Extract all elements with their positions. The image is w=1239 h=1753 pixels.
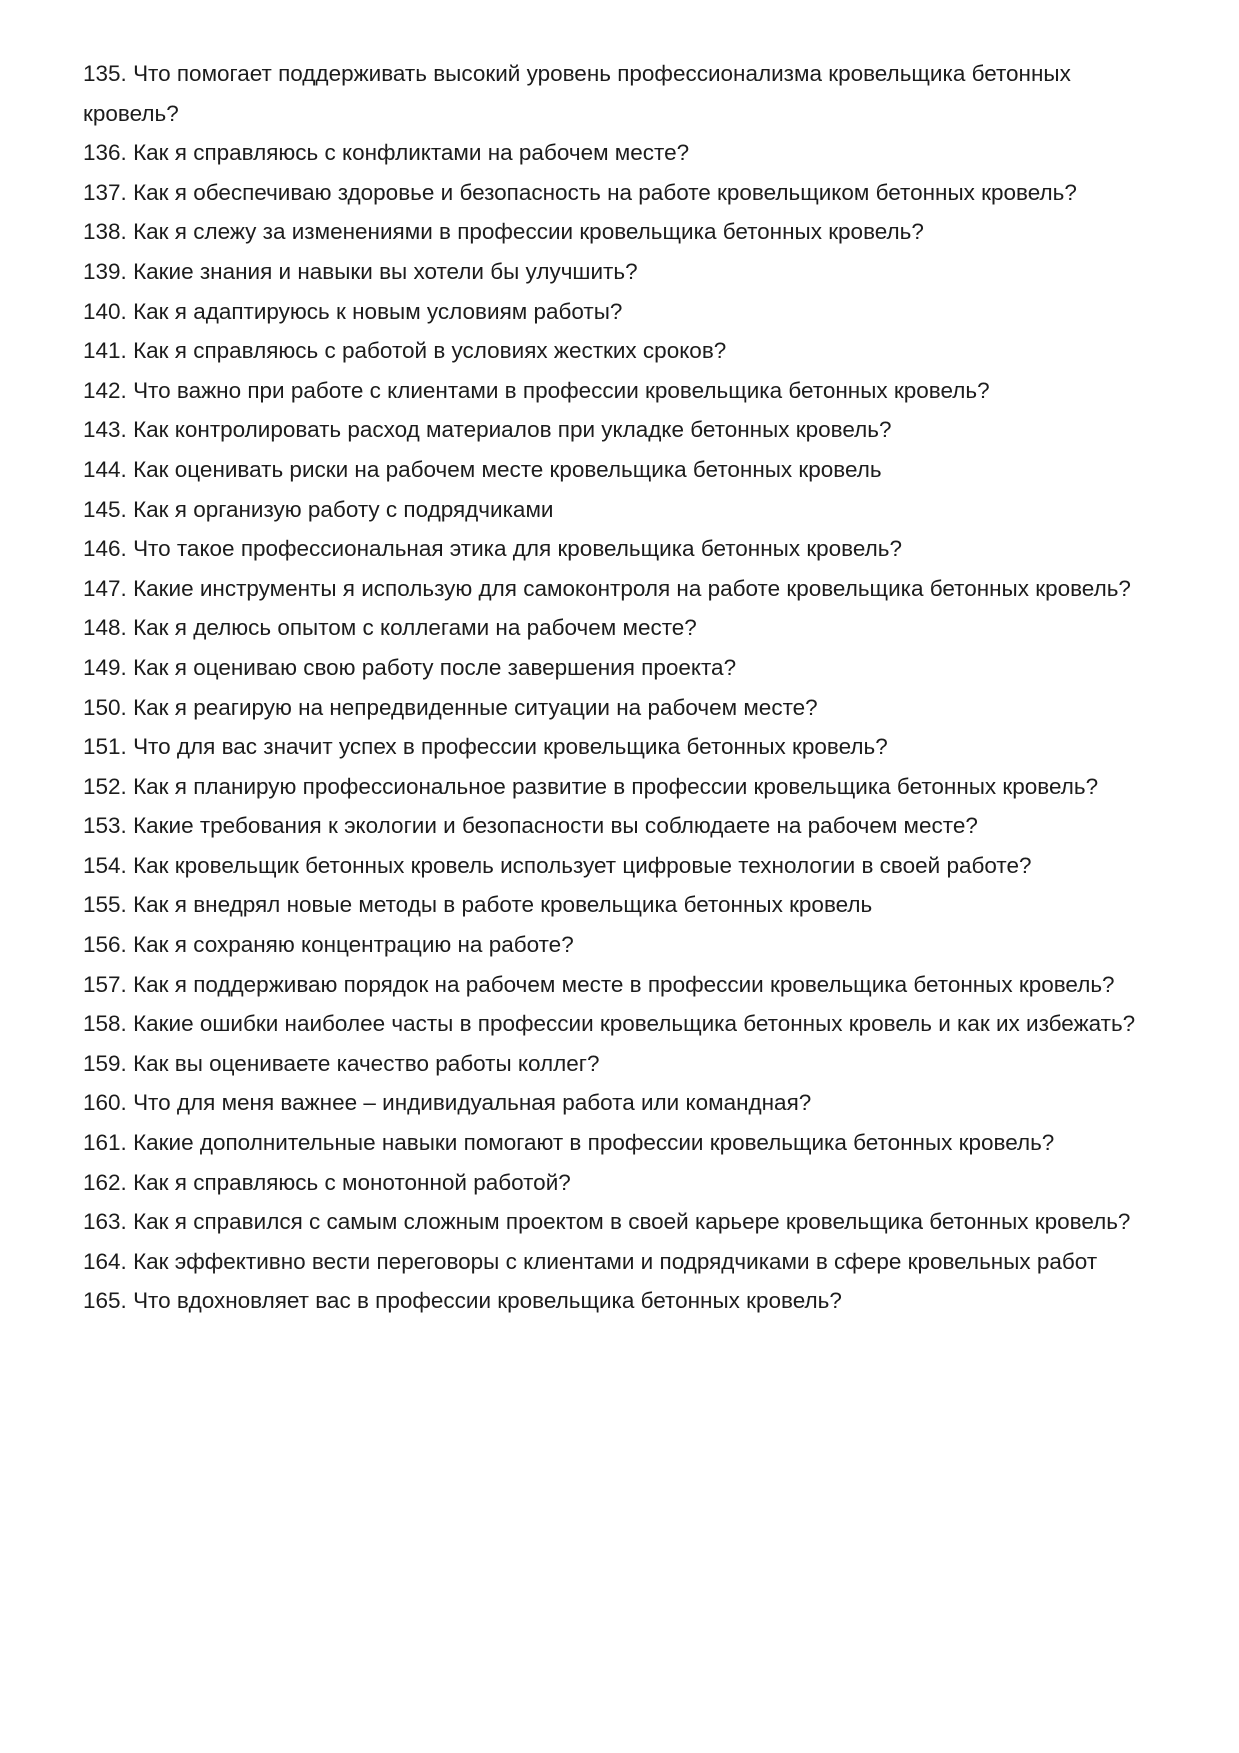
- item-number: 157.: [83, 971, 127, 997]
- list-item: [83, 1044, 1143, 1084]
- item-number: 152.: [83, 773, 127, 799]
- list-item: [83, 965, 1143, 1005]
- item-text: Как эффективно вести переговоры с клиентами и подрядчиками в сфере кровельных работ: [133, 1248, 1098, 1274]
- item-text: Как я организую работу с подрядчиками: [133, 496, 554, 522]
- list-item: [83, 54, 1143, 133]
- list-item: [83, 252, 1143, 292]
- list-item: [83, 1281, 1143, 1321]
- item-text: Как я адаптируюсь к новым условиям работы?: [133, 298, 623, 324]
- list-item: [83, 450, 1143, 490]
- item-number: 143.: [83, 417, 127, 443]
- item-text: Что вдохновляет вас в профессии кровельщика бетонных кровель?: [133, 1288, 842, 1314]
- item-number: 155.: [83, 892, 127, 918]
- item-text: Как я справился с самым сложным проектом в своей карьере кровельщика бетонных кровель?: [133, 1209, 1131, 1235]
- item-number: 138.: [83, 219, 127, 245]
- list-item: [83, 806, 1143, 846]
- item-text: Как я сохраняю концентрацию на работе?: [133, 932, 574, 958]
- list-item: [83, 885, 1143, 925]
- item-number: 156.: [83, 932, 127, 958]
- item-number: 141.: [83, 338, 127, 364]
- item-text: Как я справляюсь с конфликтами на рабочем месте?: [133, 140, 690, 166]
- item-number: 162.: [83, 1169, 127, 1195]
- item-text: Как я делюсь опытом с коллегами на рабочем месте?: [133, 615, 697, 641]
- list-item: [83, 925, 1143, 965]
- item-text: Как я оцениваю свою работу после завершения проекта?: [133, 654, 737, 680]
- item-text: Как контролировать расход материалов при укладке бетонных кровель?: [133, 417, 892, 443]
- item-text: Как я реагирую на непредвиденные ситуации на рабочем месте?: [133, 694, 818, 720]
- item-text: Как я планирую профессиональное развитие в профессии кровельщика бетонных кровель?: [133, 773, 1099, 799]
- item-number: 147.: [83, 575, 127, 601]
- list-item: [83, 133, 1143, 173]
- list-item: [83, 410, 1143, 450]
- item-number: 136.: [83, 140, 127, 166]
- list-item: [83, 1242, 1143, 1282]
- item-number: 142.: [83, 377, 127, 403]
- item-number: 151.: [83, 734, 127, 760]
- item-number: 154.: [83, 852, 127, 878]
- list-item: [83, 1083, 1143, 1123]
- item-number: 165.: [83, 1288, 127, 1314]
- item-text: Как оценивать риски на рабочем месте кровельщика бетонных кровель: [133, 456, 882, 482]
- list-item: [83, 212, 1143, 252]
- item-number: 137.: [83, 179, 127, 205]
- list-item: [83, 371, 1143, 411]
- item-number: 158.: [83, 1011, 127, 1037]
- item-text: Какие знания и навыки вы хотели бы улучшить?: [133, 258, 638, 284]
- item-text: Какие ошибки наиболее часты в профессии кровельщика бетонных кровель и как их избежать?: [133, 1011, 1136, 1037]
- list-item: [83, 331, 1143, 371]
- item-number: 145.: [83, 496, 127, 522]
- item-number: 163.: [83, 1209, 127, 1235]
- item-text: Что помогает поддерживать высокий уровень профессионализма кровельщика бетонных кровель?: [83, 61, 1071, 126]
- item-number: 150.: [83, 694, 127, 720]
- list-item: [83, 688, 1143, 728]
- item-text: Что для меня важнее – индивидуальная работа или командная?: [133, 1090, 812, 1116]
- item-text: Как я справляюсь с работой в условиях жестких сроков?: [133, 338, 727, 364]
- item-text: Как вы оцениваете качество работы коллег?: [133, 1050, 600, 1076]
- item-text: Как я поддерживаю порядок на рабочем месте в профессии кровельщика бетонных кровель?: [133, 971, 1115, 997]
- list-item: [83, 1004, 1143, 1044]
- list-item: [83, 846, 1143, 886]
- item-number: 164.: [83, 1248, 127, 1274]
- item-number: 149.: [83, 654, 127, 680]
- item-number: 146.: [83, 536, 127, 562]
- item-text: Что такое профессиональная этика для кровельщика бетонных кровель?: [133, 536, 903, 562]
- item-number: 148.: [83, 615, 127, 641]
- item-number: 139.: [83, 258, 127, 284]
- item-text: Какие дополнительные навыки помогают в профессии кровельщика бетонных кровель?: [133, 1130, 1055, 1156]
- item-text: Что для вас значит успех в профессии кровельщика бетонных кровель?: [133, 734, 888, 760]
- item-text: Как я слежу за изменениями в профессии кровельщика бетонных кровель?: [133, 219, 924, 245]
- list-item: [83, 529, 1143, 569]
- item-text: Какие требования к экологии и безопасности вы соблюдаете на рабочем месте?: [133, 813, 978, 839]
- question-list: [83, 54, 1143, 1321]
- item-text: Что важно при работе с клиентами в профессии кровельщика бетонных кровель?: [133, 377, 990, 403]
- item-number: 159.: [83, 1050, 127, 1076]
- list-item: [83, 173, 1143, 213]
- item-text: Какие инструменты я использую для самоконтроля на работе кровельщика бетонных кровель?: [133, 575, 1131, 601]
- item-number: 144.: [83, 456, 127, 482]
- item-text: Как я справляюсь с монотонной работой?: [133, 1169, 571, 1195]
- item-text: Как я обеспечиваю здоровье и безопасность на работе кровельщиком бетонных кровель?: [133, 179, 1077, 205]
- item-number: 135.: [83, 61, 127, 86]
- list-item: [83, 727, 1143, 767]
- list-item: [83, 292, 1143, 332]
- item-number: 161.: [83, 1130, 127, 1156]
- list-item: [83, 1123, 1143, 1163]
- list-item: [83, 1202, 1143, 1242]
- item-text: Как кровельщик бетонных кровель использует цифровые технологии в своей работе?: [133, 852, 1032, 878]
- list-item: [83, 569, 1143, 609]
- list-item: [83, 608, 1143, 648]
- item-number: 160.: [83, 1090, 127, 1116]
- list-item: [83, 767, 1143, 807]
- list-item: [83, 490, 1143, 530]
- item-number: 140.: [83, 298, 127, 324]
- list-item: [83, 648, 1143, 688]
- list-item: [83, 1163, 1143, 1203]
- item-number: 153.: [83, 813, 127, 839]
- item-text: Как я внедрял новые методы в работе кровельщика бетонных кровель: [133, 892, 873, 918]
